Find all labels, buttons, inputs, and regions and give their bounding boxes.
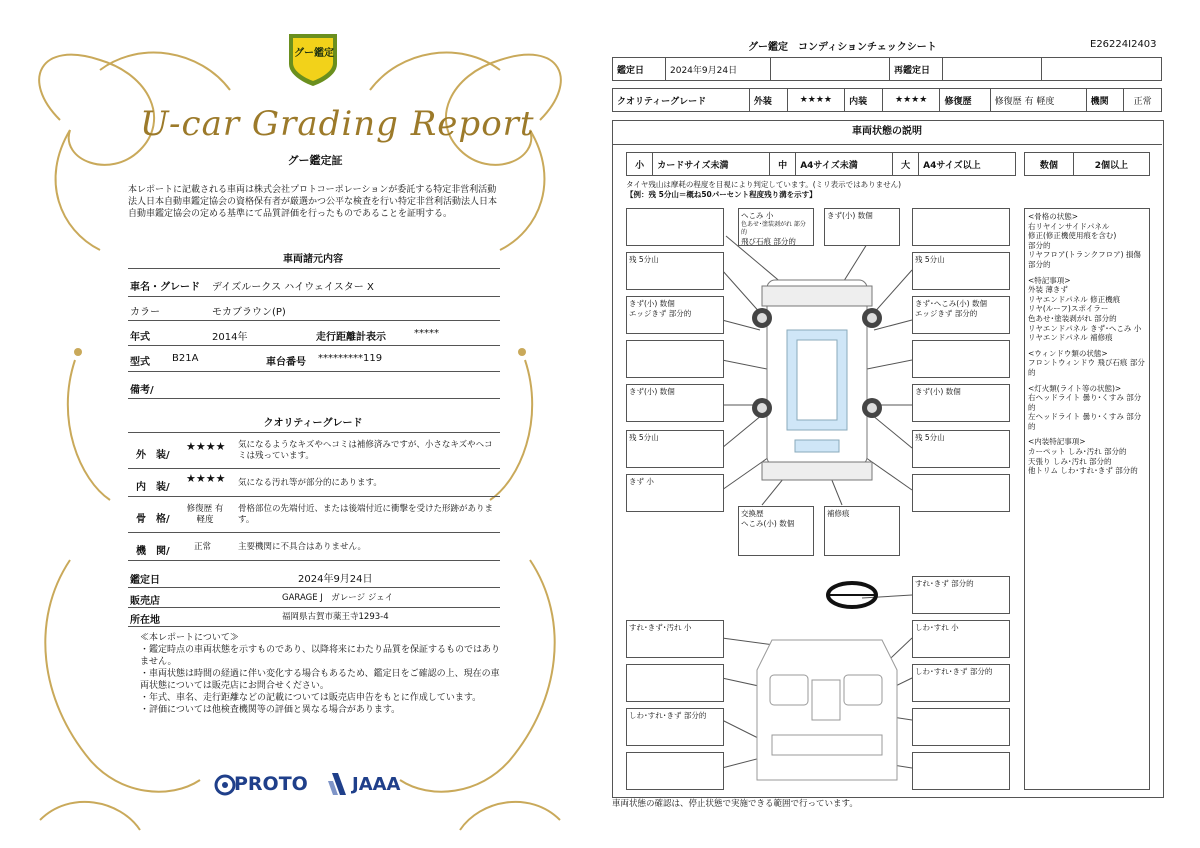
box-int-right	[912, 620, 1010, 658]
note-block-title: <骨格の状態>	[1028, 212, 1079, 221]
address-label: 所在地	[130, 615, 160, 626]
interior-desc: 気になる汚れ等が部分的にあります。	[238, 478, 382, 488]
note-line: 天張り しみ･汚れ 部分的	[1028, 456, 1112, 466]
dealer-value: GARAGE J ガレージ ジェイ	[282, 593, 394, 603]
divider	[128, 587, 500, 588]
note-block-lights	[1028, 384, 1146, 432]
footer-note: 車両状態の確認は、停止状態で実施できる範囲で行っています。	[612, 799, 858, 809]
tire-note-example: 【例：残 5分山＝概ね50パーセント程度残り溝を示す】	[626, 190, 817, 199]
box-text: 残 5分山	[629, 433, 659, 442]
repair-value: 修復歴 有 軽度	[990, 89, 1086, 112]
box-right-front	[912, 296, 1010, 334]
note-block-interior	[1028, 437, 1146, 475]
box-int-left	[626, 620, 724, 658]
appraisal-date-label: 鑑定日	[130, 575, 160, 586]
box-tire-rr	[912, 430, 1010, 468]
frame-label: 骨 格/	[136, 514, 170, 525]
divider	[128, 371, 500, 372]
box-int-left2	[626, 708, 724, 746]
box-text: 飛び石痕 部分的	[741, 237, 796, 246]
note-line: カーペット しみ･汚れ 部分的	[1028, 447, 1127, 457]
report-script-title: U-car Grading Report	[140, 104, 535, 144]
mileage-value: *****	[414, 328, 439, 339]
engine-value: 正常	[1124, 89, 1162, 112]
box-text: しわ･すれ･きず 部分的	[629, 711, 707, 720]
exterior-grade: ★★★★	[186, 440, 226, 453]
report-notes	[140, 632, 500, 716]
box-int-left-mid	[626, 664, 724, 702]
box-rear-left	[626, 474, 724, 512]
box-rear-b	[824, 506, 900, 556]
engine-grade: 正常	[194, 542, 212, 552]
check-sheet-title: グー鑑定 コンディションチェックシート	[748, 42, 937, 53]
box-text: へこみ 小	[741, 211, 774, 220]
size-s-desc: カードサイズ未満	[653, 153, 770, 176]
certificate-title: グー鑑定証	[287, 154, 343, 167]
divider	[128, 468, 500, 469]
box-text: きず 小	[629, 477, 654, 486]
box-text: すれ･きず 部分的	[915, 579, 974, 588]
note-line: リヤ(ルーフ)スポイラー	[1028, 304, 1109, 314]
grade-table	[612, 88, 1162, 112]
redate-blank	[1042, 58, 1162, 81]
box-int-left3	[626, 752, 724, 790]
redate-label: 再鑑定日	[890, 58, 943, 81]
note-block-title: <内装特記事項>	[1028, 437, 1086, 447]
size-l: 大	[892, 153, 918, 176]
color-label: カラー	[130, 307, 160, 318]
note-block-window	[1028, 349, 1146, 378]
size-s: 小	[627, 153, 653, 176]
car-name-value: デイズルークス ハイウェイスター X	[212, 282, 374, 293]
steering-wheel-icon	[828, 583, 876, 607]
goo-kantei-logo	[285, 30, 341, 88]
size-m: 中	[770, 153, 796, 176]
divider	[128, 320, 500, 321]
note-line: 修正(修正機使用痕を含む)	[1028, 231, 1117, 241]
box-text: きず･へこみ(小) 数個	[915, 299, 987, 308]
size-l-desc: A4サイズ以上	[919, 153, 1016, 176]
car-name-label: 車名・グレード	[130, 282, 200, 293]
ext-label: 外装	[749, 89, 787, 112]
box-text: 補修痕	[827, 509, 850, 518]
box-text: すれ･きず･汚れ 小	[629, 623, 692, 632]
note-block-special	[1028, 276, 1146, 343]
qg-label: クオリティーグレード	[613, 89, 750, 112]
note-item: ・評価については他検査機関等の評価と異なる場合があります。	[140, 705, 401, 715]
box-text: エッジきず 部分的	[915, 309, 978, 318]
partner-logos	[214, 770, 414, 800]
note-line: 外装 薄きず	[1028, 285, 1068, 295]
divider	[128, 296, 500, 297]
box-text: 色あせ･塗装剥がれ 部分的	[741, 221, 806, 236]
note-line: 色あせ･塗装剥がれ 部分的	[1028, 313, 1117, 323]
box-text: 残 5分山	[629, 255, 659, 264]
address-value: 福岡県古賀市薬王寺1293-4	[282, 612, 389, 622]
box-rear-a	[738, 506, 814, 556]
divider	[128, 496, 500, 497]
box-text: 残 5分山	[915, 433, 945, 442]
note-line: リヤエンドパネル 修正機痕	[1028, 294, 1121, 304]
engine-label: 機関	[1086, 89, 1124, 112]
box-text: 交換歴	[741, 509, 764, 518]
year-value: 2014年	[212, 332, 248, 343]
engine-desc: 主要機関に不具合はありません。	[238, 542, 367, 552]
proto-logo-text: PROTO	[234, 773, 308, 795]
box-int-right3	[912, 708, 1010, 746]
logo-text: グー鑑定	[294, 48, 334, 59]
box-left-rear	[626, 384, 724, 422]
box-right-rear	[912, 384, 1010, 422]
notes-title: ≪本レポートについて≫	[140, 633, 239, 643]
size-legend-table	[626, 152, 1016, 176]
count-legend-table	[1024, 152, 1150, 176]
divider	[128, 626, 500, 627]
ext-value: ★★★★	[787, 89, 845, 112]
date-blank	[771, 58, 890, 81]
chassis-value: *********119	[318, 353, 383, 364]
engine-label: 機 関/	[136, 546, 170, 557]
date-table	[612, 57, 1162, 81]
box-front-right	[912, 208, 1010, 246]
box-front-mid	[824, 208, 900, 246]
remarks-label: 備考/	[130, 385, 154, 396]
year-label: 年式	[130, 332, 150, 343]
box-text: しわ･すれ 小	[915, 623, 959, 632]
note-block-title: <ウィンドウ類の状態>	[1028, 348, 1108, 358]
box-left-mid	[626, 340, 724, 378]
exterior-desc: 気になるようなキズやヘコミは補修済みですが、小さなキズやヘコミは残っています。	[238, 440, 493, 461]
box-text: きず(小) 数個	[915, 387, 961, 396]
redate-value	[943, 58, 1042, 81]
box-left-front	[626, 296, 724, 334]
spec-section-title: 車両諸元内容	[283, 254, 343, 265]
divider	[128, 607, 500, 608]
box-steering	[912, 576, 1010, 614]
box-rear-right	[912, 474, 1010, 512]
note-line: 部分的	[1028, 259, 1051, 269]
size-m-desc: A4サイズ未満	[796, 153, 893, 176]
frame-grade: 修復歴 有 軽度	[186, 504, 224, 525]
jaaa-logo-icon	[328, 771, 350, 797]
box-text: きず(小) 数個	[629, 299, 675, 308]
note-line: 左ヘッドライト 曇り･くすみ 部分的	[1028, 412, 1142, 431]
int-value: ★★★★	[882, 89, 940, 112]
note-line: 部分的	[1028, 240, 1051, 250]
divider	[128, 432, 500, 433]
note-item: ・鑑定時点の車両状態を示すものであり、以降将来にわたり品質を保証するものではありません。	[140, 645, 501, 667]
interior-label: 内 装/	[136, 482, 170, 493]
car-top-view	[752, 280, 882, 480]
box-text: しわ･すれ･きず 部分的	[915, 667, 993, 676]
divider	[128, 345, 500, 346]
tire-note-line: タイヤ残山は摩耗の程度を目視により判定しています。(ミリ表示ではありません)	[626, 180, 902, 189]
divider	[128, 268, 500, 269]
condition-notes-column	[1024, 208, 1150, 790]
vehicle-state-title: 車両状態の説明	[612, 120, 1162, 145]
box-text: エッジきず 部分的	[629, 309, 692, 318]
frame-desc: 骨格部位の先端付近、または後端付近に衝撃を受けた形跡があります。	[238, 504, 494, 525]
note-line: リヤフロア(トランクフロア) 損傷	[1028, 250, 1141, 260]
note-item: ・年式、車名、走行距離などの記載については販売店申告をもとに作成しています。	[140, 693, 482, 703]
divider	[128, 398, 500, 399]
divider	[128, 560, 500, 561]
interior-grade: ★★★★	[186, 472, 226, 485]
color-value: モカブラウン(P)	[212, 307, 286, 318]
note-block-title: <特記事項>	[1028, 275, 1071, 285]
note-line: フロントウィンドウ 飛び石痕 部分的	[1028, 358, 1145, 377]
note-block-title: <灯火類(ライト等の状態)>	[1028, 383, 1122, 393]
box-tire-fr	[912, 252, 1010, 290]
date-value: 2024年9月24日	[666, 58, 771, 81]
box-front-left	[738, 208, 814, 246]
box-tire-fl	[626, 252, 724, 290]
box-text: きず(小) 数個	[629, 387, 675, 396]
box-int-right2	[912, 664, 1010, 702]
repair-label: 修復歴	[940, 89, 990, 112]
box-tire-rl	[626, 430, 724, 468]
box-text: へこみ(小) 数個	[741, 519, 795, 528]
box-text: 残 5分山	[915, 255, 945, 264]
box-int-right4	[912, 752, 1010, 790]
note-line: 他トリム しわ･すれ･きず 部分的	[1028, 466, 1138, 476]
mileage-label: 走行距離計表示	[316, 332, 386, 343]
proto-logo-icon	[214, 774, 236, 796]
note-line: リヤエンドパネル きず･へこみ 小	[1028, 323, 1142, 333]
count-desc: 2個以上	[1073, 153, 1149, 176]
note-block-frame	[1028, 212, 1146, 270]
exterior-label: 外 装/	[136, 450, 170, 461]
report-id: E26224I2403	[1090, 39, 1157, 50]
jaaa-logo-text: JAAA	[352, 774, 401, 795]
dealer-label: 販売店	[130, 596, 160, 607]
model-value: B21A	[172, 353, 199, 364]
note-line: リヤエンドパネル 補修痕	[1028, 333, 1113, 343]
box-right-mid	[912, 340, 1010, 378]
box-front-blank	[626, 208, 724, 246]
tire-note	[626, 180, 1016, 200]
date-label: 鑑定日	[613, 58, 666, 81]
note-item: ・車両状態は時間の経過に伴い変化する場合もあるため、鑑定日をご確認の上、現在の車両状態については販売店にお問合せください。	[140, 669, 500, 691]
car-interior-view	[757, 640, 897, 780]
divider	[128, 532, 500, 533]
count-label: 数個	[1025, 153, 1074, 176]
model-label: 型式	[130, 357, 150, 368]
appraisal-date-value: 2024年9月24日	[298, 574, 373, 585]
note-line: 右リヤインサイドパネル	[1028, 221, 1110, 231]
box-text: きず(小) 数個	[827, 211, 873, 220]
int-label: 内装	[845, 89, 883, 112]
quality-section-title: クオリティーグレード	[263, 418, 363, 429]
chassis-label: 車台番号	[266, 357, 306, 368]
certificate-body: 本レポートに記載される車両は株式会社プロトコーポレーションが委託する特定非営利活動法人日本自動車鑑定協会の資格保有者が厳選かつ公平な検査を行い特定非営利活動法人日本自動車鑑定協会の定める基準にて品質評価を行ったものであることを証明する。	[128, 185, 498, 219]
note-line: 右ヘッドライト 曇り･くすみ 部分的	[1028, 393, 1142, 412]
